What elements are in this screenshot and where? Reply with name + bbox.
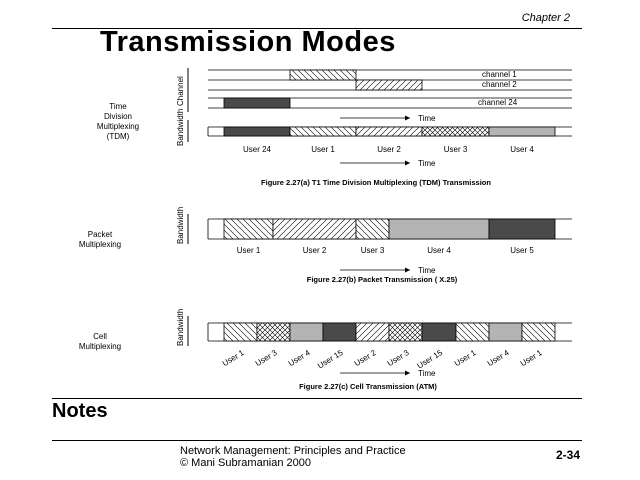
footer-copyright: © Mani Subramanian 2000 xyxy=(180,457,312,469)
packet-slot xyxy=(273,219,356,239)
page-number: 2-34 xyxy=(556,448,581,462)
cell-slot xyxy=(522,323,555,341)
cell-section xyxy=(79,309,572,391)
channel-24-slot xyxy=(224,98,290,108)
tdm-slot-label: User 4 xyxy=(510,145,534,154)
cell-slot-label: User 3 xyxy=(385,348,411,369)
cell-slot-label: User 4 xyxy=(286,348,312,369)
channel-2-slot xyxy=(356,80,422,90)
tdm-label-line: (TDM) xyxy=(106,132,130,141)
cell-slot xyxy=(489,323,522,341)
packet-slot-label: User 5 xyxy=(510,246,534,255)
packet-slot xyxy=(389,219,489,239)
cell-slot-label: User 1 xyxy=(220,348,246,369)
notes-rule-top xyxy=(52,398,582,399)
time-arrow-head xyxy=(405,268,410,273)
cell-slot xyxy=(356,323,389,341)
cell-slot xyxy=(224,323,257,341)
time-label: Time xyxy=(418,114,436,123)
cell-slot-label: User 2 xyxy=(352,348,378,369)
tdm-slot xyxy=(489,127,555,136)
time-label: Time xyxy=(418,266,436,275)
figure-caption-a: Figure 2.27(a) T1 Time Division Multiplexing (TDM) Transmission xyxy=(261,178,491,187)
packet-label-line: Multiplexing xyxy=(78,240,122,249)
time-label: Time xyxy=(418,159,436,168)
cell-label-line: Cell xyxy=(93,332,107,341)
packet-slot xyxy=(224,219,273,239)
packet-slot-label: User 2 xyxy=(302,246,327,255)
tdm-slot xyxy=(290,127,356,136)
cell-slots xyxy=(221,323,555,371)
tdm-slot-label: User 24 xyxy=(242,145,272,154)
time-label: Time xyxy=(418,369,436,378)
tdm-label-line: Time xyxy=(109,102,127,111)
packet-slot-label: User 1 xyxy=(236,246,261,255)
footer-book-title: Network Management: Principles and Practice xyxy=(180,445,406,457)
packet-label-line: Packet xyxy=(87,230,113,239)
tdm-slot-label: User 3 xyxy=(443,145,468,154)
tdm-slot-label: User 1 xyxy=(311,145,335,154)
cell-slot xyxy=(422,323,456,341)
cell-label-line: Multiplexing xyxy=(78,342,122,351)
packet-slot xyxy=(489,219,555,239)
cell-slot xyxy=(389,323,422,341)
packet-slot xyxy=(356,219,389,239)
chapter-label: Chapter 2 xyxy=(521,12,570,24)
time-arrow-head xyxy=(405,371,410,376)
tdm-label-line: Division xyxy=(103,112,133,121)
cell-slot xyxy=(323,323,356,341)
figure-caption-c: Figure 2.27(c) Cell Transmission (ATM) xyxy=(299,382,437,391)
cell-slot-label: User 1 xyxy=(452,348,478,369)
cell-slot xyxy=(456,323,489,341)
tdm-label-line: Multiplexing xyxy=(96,122,140,131)
bandwidth-axis-label: Bandwidth xyxy=(176,308,185,346)
cell-slot xyxy=(257,323,290,341)
packet-section xyxy=(79,207,572,284)
cell-slot-label: User 15 xyxy=(415,348,445,371)
packet-slots xyxy=(224,219,555,255)
cell-slot-label: User 15 xyxy=(316,348,345,371)
channel-label: channel 24 xyxy=(478,98,518,107)
tdm-slots xyxy=(224,127,555,154)
page-title: Transmission Modes xyxy=(100,26,396,58)
tdm-slot-label: User 2 xyxy=(377,145,401,154)
bandwidth-axis-label: Bandwidth xyxy=(176,206,185,244)
bandwidth-axis-label: Bandwidth xyxy=(176,108,185,146)
tdm-slot xyxy=(422,127,489,136)
figure-caption-b: Figure 2.27(b) Packet Transmission ( X.25) xyxy=(306,275,458,284)
channel-label: channel 1 xyxy=(482,70,517,79)
channel-label: channel 2 xyxy=(482,80,517,89)
tdm-slot xyxy=(356,127,422,136)
channel-1-slot xyxy=(290,70,356,80)
cell-slot-label: User 1 xyxy=(518,348,544,369)
time-arrow-head xyxy=(405,161,410,166)
cell-slot-label: User 3 xyxy=(253,348,279,369)
cell-slot-label: User 4 xyxy=(485,348,511,369)
packet-slot-label: User 3 xyxy=(360,246,385,255)
tdm-slot xyxy=(224,127,290,136)
tdm-section xyxy=(97,68,572,187)
footer-rule xyxy=(52,440,582,441)
channel-axis-label: Channel xyxy=(176,76,185,106)
cell-slot xyxy=(290,323,323,341)
time-arrow-head xyxy=(405,116,410,121)
notes-heading: Notes xyxy=(52,400,108,422)
packet-slot-label: User 4 xyxy=(427,246,451,255)
